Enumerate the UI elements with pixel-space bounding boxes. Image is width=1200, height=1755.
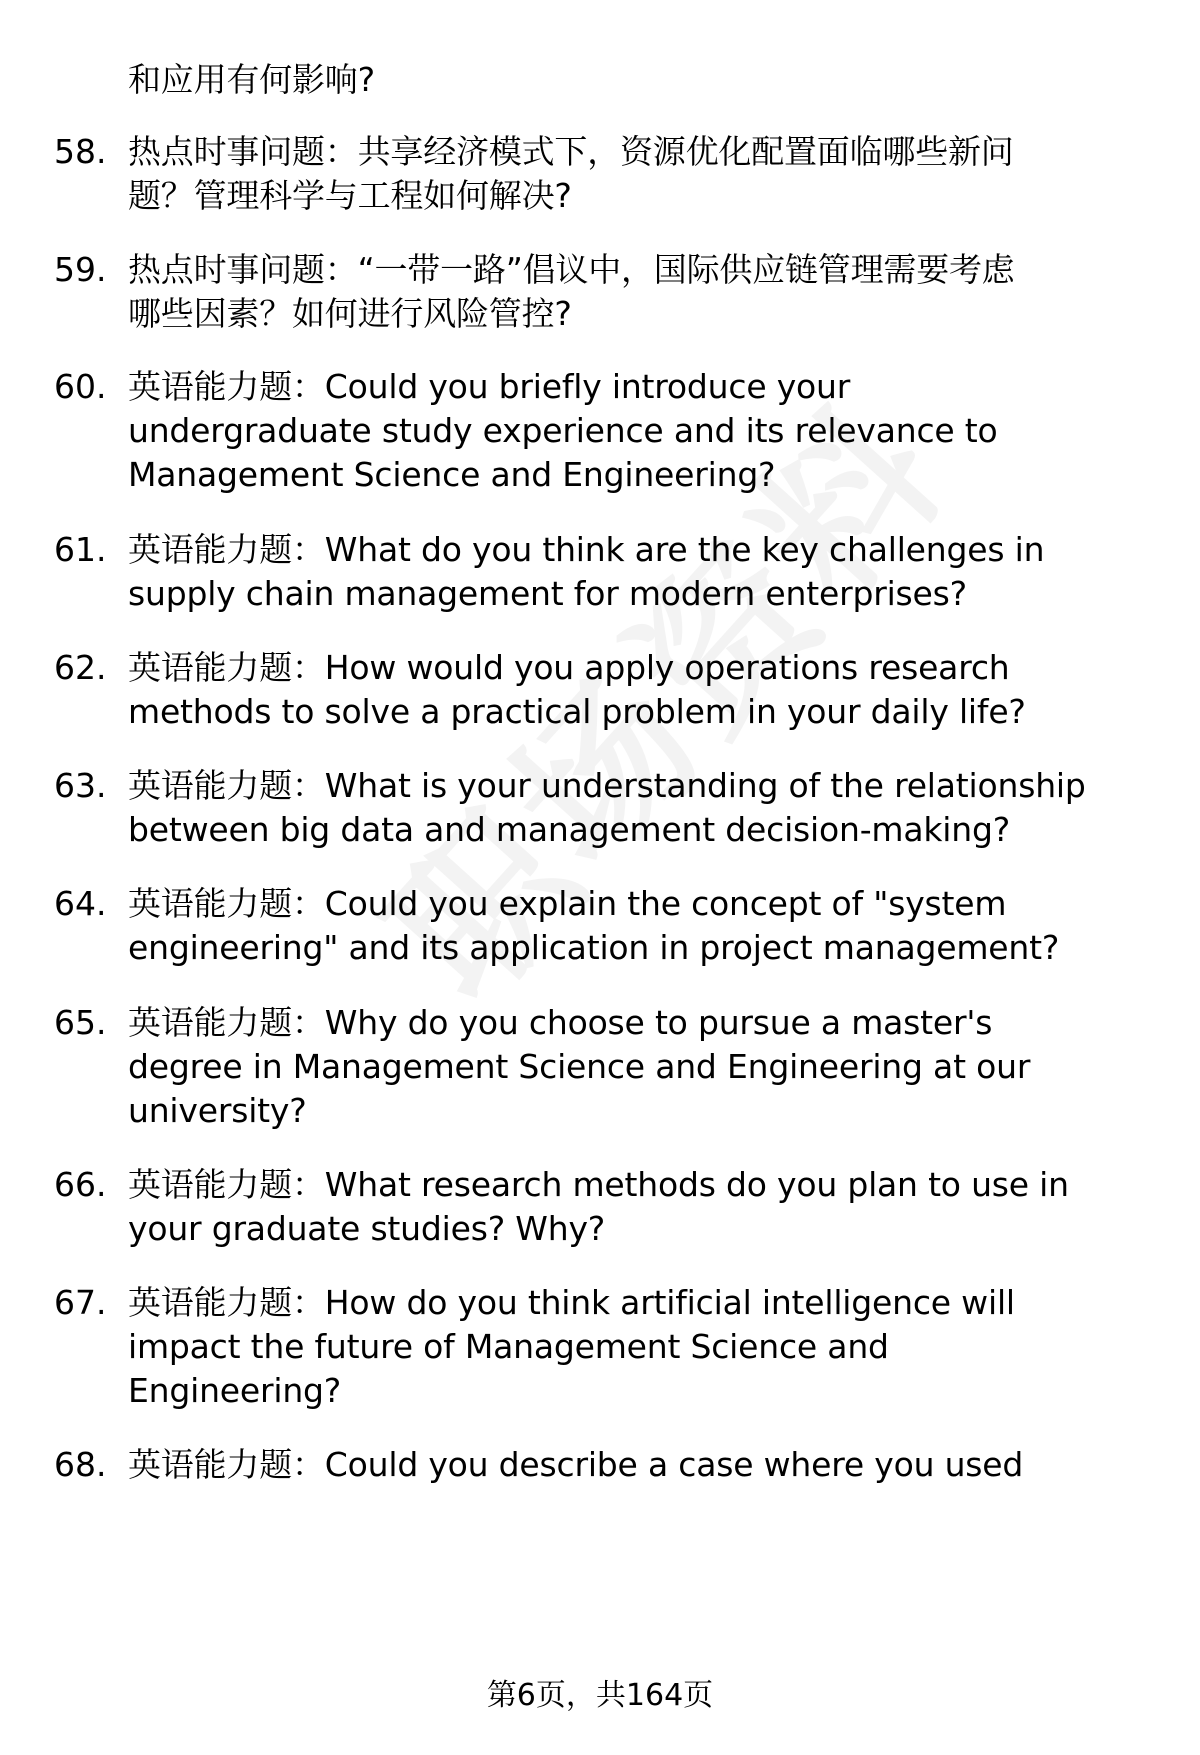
text-line: between big data and management decision-making? bbox=[128, 810, 1011, 849]
text-line: 热点时事问题：“一带一路”倡议中，国际供应链管理需要考虑 bbox=[128, 250, 1015, 289]
text-line: engineering" and its application in project management? bbox=[128, 928, 1060, 967]
question-number: 58. bbox=[54, 132, 107, 171]
text-line: 英语能力题：How would you apply operations research bbox=[128, 648, 1010, 687]
question-number: 68. bbox=[54, 1445, 107, 1484]
page-number-footer: 第6页，共164页 bbox=[486, 1678, 714, 1713]
text-line: 和应用有何影响? bbox=[128, 60, 375, 99]
text-line: 英语能力题：What research methods do you plan to use in bbox=[128, 1165, 1069, 1204]
text-line: 热点时事问题：共享经济模式下，资源优化配置面临哪些新问 bbox=[128, 132, 1014, 171]
text-line: undergraduate study experience and its relevance to bbox=[128, 411, 998, 450]
text-line: 题？管理科学与工程如何解决? bbox=[128, 176, 572, 215]
question-number: 62. bbox=[54, 648, 107, 687]
text-line: Management Science and Engineering? bbox=[128, 455, 776, 494]
question-number: 61. bbox=[54, 530, 107, 569]
text-line: 英语能力题：Could you explain the concept of "system bbox=[128, 884, 1007, 923]
question-number: 59. bbox=[54, 250, 107, 289]
text-line: 英语能力题：How do you think artificial intelligence will bbox=[128, 1283, 1015, 1322]
text-line: 英语能力题：Could you describe a case where you used bbox=[128, 1445, 1024, 1484]
text-line: 哪些因素？如何进行风险管控? bbox=[128, 294, 572, 333]
text-line: Engineering? bbox=[128, 1371, 342, 1410]
text-line: your graduate studies? Why? bbox=[128, 1209, 606, 1248]
question-number: 60. bbox=[54, 367, 107, 406]
question-number: 66. bbox=[54, 1165, 107, 1204]
text-line: impact the future of Management Science and bbox=[128, 1327, 889, 1366]
text-line: degree in Management Science and Engineering at our bbox=[128, 1047, 1031, 1086]
text-line: 英语能力题：What do you think are the key challenges in bbox=[128, 530, 1045, 569]
text-line: 英语能力题：Could you briefly introduce your bbox=[128, 367, 851, 406]
text-line: university? bbox=[128, 1091, 307, 1130]
question-number: 63. bbox=[54, 766, 107, 805]
question-number: 64. bbox=[54, 884, 107, 923]
text-line: 英语能力题：What is your understanding of the relationship bbox=[128, 766, 1086, 805]
text-line: methods to solve a practical problem in your daily life? bbox=[128, 692, 1026, 731]
question-number: 65. bbox=[54, 1003, 107, 1042]
text-line: supply chain management for modern enterprises? bbox=[128, 574, 967, 613]
text-line: 英语能力题：Why do you choose to pursue a master's bbox=[128, 1003, 993, 1042]
question-number: 67. bbox=[54, 1283, 107, 1322]
